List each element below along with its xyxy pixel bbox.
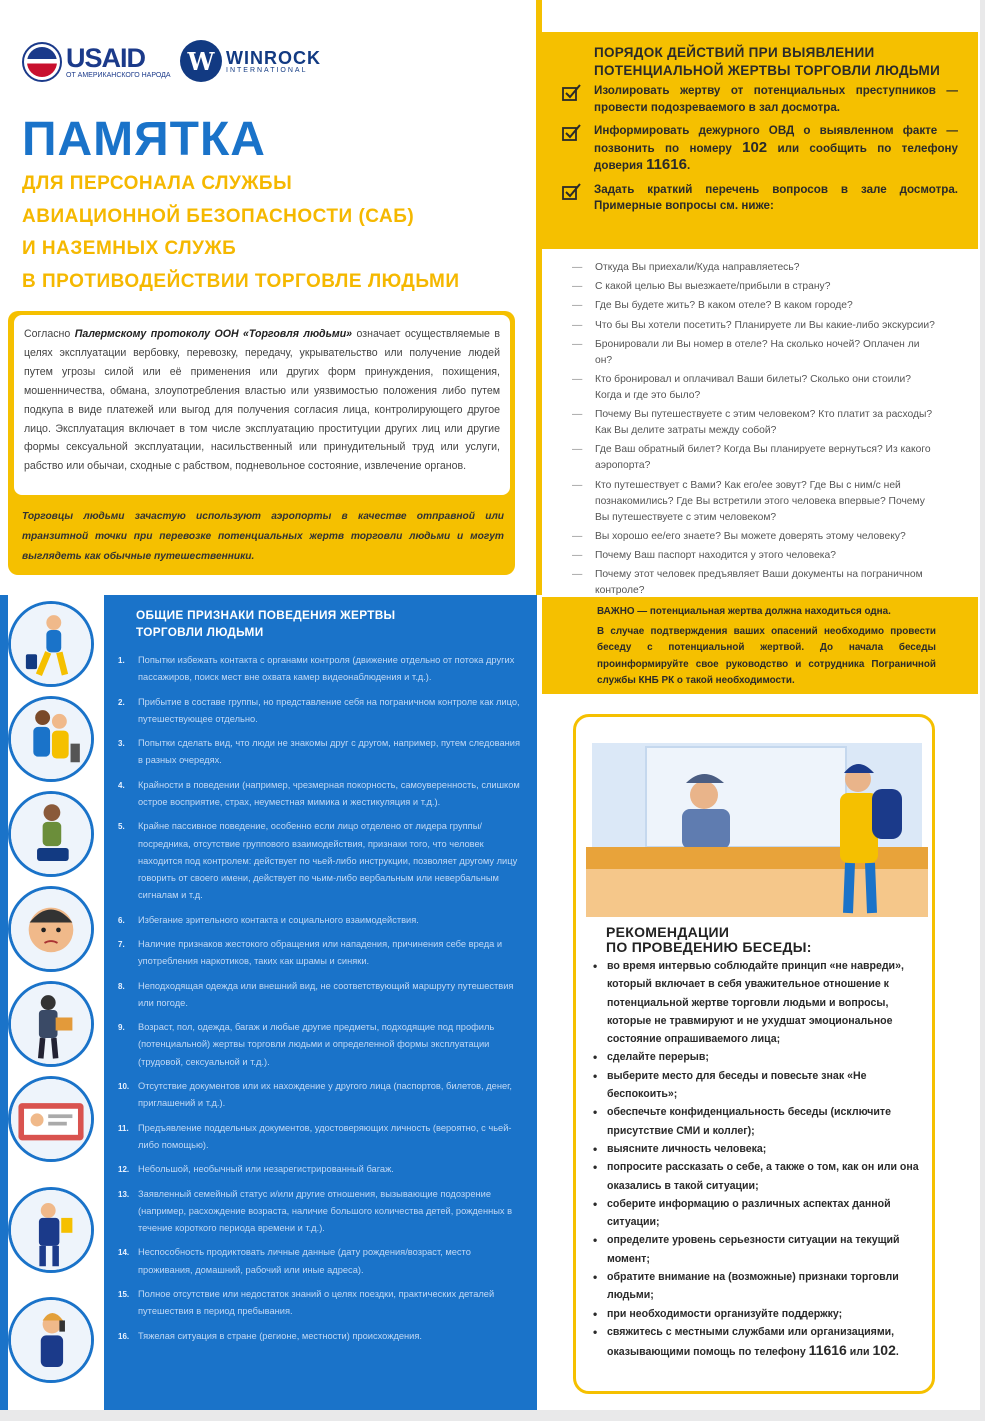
- sign-number: 1.: [118, 656, 125, 665]
- sign-number: 8.: [118, 981, 125, 991]
- usaid-seal-icon: [22, 42, 62, 82]
- sign-number: 3.: [118, 739, 125, 749]
- step-text: или сообщить по телефону доверия: [594, 141, 958, 172]
- sign-text: Полное отсутствие или недостаток знаний о целях поездки, практических деталей путешествия в период пребывания.: [138, 1288, 495, 1317]
- sign-text: Неспособность продиктовать личные данные (дату рождения/возраст, место проживания, домашний, рабочий или иные адреса).: [138, 1247, 471, 1275]
- subtitle-line: В ПРОТИВОДЕЙСТВИИ ТОРГОВЛЕ ЛЮДЬМИ: [22, 270, 460, 292]
- procedure-step: [594, 182, 958, 215]
- recommendations-title-line: ПО ПРОВЕДЕНИЮ БЕСЕДЫ:: [606, 939, 812, 955]
- question-item: — Почему Ваш паспорт находится у этого человека?: [572, 548, 938, 564]
- definition-prefix: Согласно: [24, 328, 75, 340]
- important-panel: [542, 597, 978, 694]
- procedure-title: ПОРЯДОК ДЕЙСТВИЙ ПРИ ВЫЯВЛЕНИИ ПОТЕНЦИАЛЬНОЙ ЖЕРТВЫ ТОРГОВЛИ ЛЮДЬМИ: [594, 45, 941, 78]
- worried-face-icon: [8, 886, 94, 972]
- sign-item: [118, 1120, 526, 1154]
- page-subtitle: [22, 168, 522, 298]
- recommendation-item: • обратите внимание на (возможные) признаки торговли людьми;: [593, 1268, 929, 1305]
- sign-number: 13.: [118, 1189, 130, 1199]
- recommendation-text: свяжитесь с местными службами или организациями, оказывающими помощь по телефону: [607, 1325, 895, 1359]
- sign-number: 7.: [118, 939, 125, 949]
- important-text: В случае подтверждения ваших опасений необходимо провести беседу с потенциальной жертвой. До начала беседы проинформируйте свое руководство и сотрудника Пограничной службы КНБ РК о такой необходимости.: [597, 625, 936, 686]
- checkbox-check-icon: [562, 183, 582, 201]
- question-item: — С какой целью Вы выезжаете/прибыли в страну?: [572, 279, 938, 295]
- question-item: — Где Ваш обратный билет? Когда Вы планируете вернуться? Из какого аэропорта?: [572, 442, 938, 474]
- recommendation-item: • соберите информацию о различных аспектах данной ситуации;: [593, 1195, 929, 1232]
- recommendation-text: или: [846, 1346, 873, 1359]
- page-title: ПАМЯТКА: [22, 113, 266, 166]
- recommendations-title: [606, 925, 812, 955]
- winrock-wordmark: WINROCK: [226, 47, 321, 68]
- sign-number: 6.: [118, 915, 125, 925]
- sign-item: [118, 818, 526, 904]
- signs-title-line: ОБЩИЕ ПРИЗНАКИ ПОВЕДЕНИЯ ЖЕРТВЫ: [136, 608, 396, 622]
- recommendations-title-line: РЕКОМЕНДАЦИИ: [606, 924, 730, 940]
- sign-item: [118, 1286, 526, 1320]
- sign-text: Крайне пассивное поведение, особенно если лицо отделено от лидера группы/посредника, отсутствие группового взаимодействия, признаки того, что человек находится под контролем: действует по чьей-либо инструкции, позволяет другому лицу говорить от своего имени, действует по чьим-либо вербальным или невербальным сигналам и т.д.: [138, 821, 518, 901]
- sign-number: 15.: [118, 1289, 130, 1299]
- sign-text: Небольшой, необычный или незарегистрированный багаж.: [138, 1164, 394, 1175]
- sign-item: [118, 1328, 526, 1345]
- officer-with-passport-icon: [8, 1187, 94, 1273]
- question-item: — Почему этот человек предъявляет Ваши документы на пограничном контроле?: [572, 567, 938, 599]
- usaid-logo: [22, 42, 171, 82]
- sign-text: Заявленный семейный статус и/или другие отношения, вызывающие подозрение (например, расхождение возраста, наличие большого количества детей, рожденных в течение короткого периода времени и т.д.).: [138, 1188, 513, 1233]
- blue-strip: [0, 595, 8, 1410]
- sign-number: 4.: [118, 780, 125, 790]
- seated-man-icon: [8, 791, 94, 877]
- usaid-wordmark: USAID: [66, 43, 146, 73]
- sign-number: 10.: [118, 1081, 130, 1091]
- sign-number: 2.: [118, 697, 125, 707]
- sign-item: [118, 777, 526, 811]
- sign-item: [118, 912, 526, 929]
- sign-number: 5.: [118, 822, 125, 832]
- passport-document-icon: [8, 1076, 94, 1162]
- sign-text: Избегание зрительного контакта и социального взаимодействия.: [138, 914, 419, 925]
- subtitle-line: И НАЗЕМНЫХ СЛУЖБ: [22, 238, 237, 259]
- sign-number: 16.: [118, 1331, 130, 1341]
- important-line: ВАЖНО — потенциальная жертва должна находиться одна.: [597, 606, 891, 617]
- recommendation-item: • во время интервью соблюдайте принцип «не навреди», который включает в себя уважительное отношение к потенциальной жертве торговли людьми и вопросы, которые не травмируют и не ухудшат эмоциональное состояние опрашиваемого лица;: [593, 957, 929, 1048]
- question-item: — Где Вы будете жить? В каком отеле? В каком городе?: [572, 298, 938, 314]
- winrock-mark-icon: W: [180, 40, 222, 82]
- step-text: Задать краткий перечень вопросов в зале досмотра. Примерные вопросы см. ниже:: [594, 182, 958, 212]
- recommendation-item: • выясните личность человека;: [593, 1140, 929, 1158]
- sign-item: [118, 1186, 526, 1238]
- step-text: Изолировать жертву от потенциальных преступников — провести подозреваемого в зал досмотра.: [594, 84, 958, 114]
- winrock-logo: [180, 40, 321, 82]
- sign-text: Наличие признаков жестокого обращения или нападения, причинения себе вреда и употребления наркотиков, таких как шрамы и синяки.: [138, 938, 503, 967]
- sign-text: Попытки избежать контакта с органами контроля (движение отдельно от потока других пассажиров, поиск мест вне охвата камер видеонаблюдения и т.д.).: [138, 655, 515, 683]
- woman-on-phone-icon: [8, 1297, 94, 1383]
- sign-item: [118, 978, 526, 1012]
- step-text: .: [686, 159, 691, 172]
- couple-travelers-icon: [8, 696, 94, 782]
- phone-number: 11616: [808, 1342, 847, 1359]
- question-item: — Кто путешествует с Вами? Как его/ее зовут? Где Вы с ним/с ней познакомились? Где Вы встретили этого человека впервые? Почему Вы путешествуете с этим человеком?: [572, 478, 938, 526]
- phone-number: 102: [742, 138, 768, 156]
- recommendation-item: • при необходимости организуйте поддержку;: [593, 1305, 929, 1323]
- sign-text: Тяжелая ситуация в стране (регионе, местности) происхождения.: [138, 1330, 422, 1341]
- question-item: — Откуда Вы приехали/Куда направляетесь?: [572, 260, 938, 276]
- step-text: Информировать дежурного ОВД о выявленном факте — позвонить по номеру: [594, 124, 958, 155]
- recommendation-item: • попросите рассказать о себе, а также о том, как он или она оказались в такой ситуации;: [593, 1158, 929, 1195]
- recommendation-item: • определите уровень серьезности ситуации на текущий момент;: [593, 1231, 929, 1268]
- procedure-panel: [542, 32, 978, 249]
- sample-questions-list: [572, 260, 938, 602]
- question-item: — Почему Вы путешествуете с этим человеком? Кто платит за расходы? Как Вы делите затраты между собой?: [572, 407, 938, 439]
- sign-text: Попытки сделать вид, что люди не знакомы друг с другом, например, путем следования в разных очередях.: [138, 738, 520, 766]
- sign-number: 14.: [118, 1248, 130, 1258]
- phone-number: 11616: [646, 156, 687, 173]
- sign-item: [118, 652, 526, 686]
- man-with-box-icon: [8, 981, 94, 1067]
- question-item: — Кто бронировал и оплачивал Ваши билеты? Сколько они стоили? Когда и где это было?: [572, 372, 938, 404]
- recommendation-item: • выберите место для беседы и повесьте знак «Не беспокоить»;: [593, 1067, 929, 1104]
- subtitle-line: АВИАЦИОННОЙ БЕЗОПАСНОСТИ (САБ): [22, 205, 415, 227]
- sign-text: Отсутствие документов или их нахождение у другого лица (паспортов, билетов, денег, приглашений и т.д.).: [138, 1080, 512, 1109]
- sign-text: Крайности в поведении (например, чрезмерная покорность, самоуверенность, слишком острое восприятие, страх, неуместная мимика и жестикуляция и т.д.).: [138, 779, 520, 807]
- sign-number: 9.: [118, 1023, 125, 1033]
- signs-title-line: ТОРГОВЛИ ЛЮДЬМИ: [136, 625, 264, 639]
- recommendations-card: [573, 714, 935, 1394]
- recommendation-text: .: [895, 1346, 899, 1359]
- checkbox-check-icon: [562, 124, 582, 142]
- traveler-with-suitcase-icon: [8, 601, 94, 687]
- recommendations-list: [593, 957, 929, 1362]
- signs-title: [136, 607, 395, 641]
- sign-item: [118, 1019, 526, 1071]
- signs-list: [118, 652, 526, 1352]
- sign-text: Неподходящая одежда или внешний вид, не соответствующий маршруту путешествия или погоде.: [138, 980, 514, 1008]
- procedure-step: [594, 83, 958, 116]
- sign-item: [118, 1161, 526, 1178]
- sign-text: Возраст, пол, одежда, багаж и любые другие предметы, подходящие под профиль (потенциальной) жертвы торговли людьми и определенной формы эксплуатации (трудовой, сексуальной и т.д.).: [138, 1022, 495, 1067]
- sign-item: [118, 735, 526, 769]
- definition-text: [12, 313, 512, 497]
- winrock-subtitle: INTERNATIONAL: [226, 66, 308, 74]
- procedure-step: [594, 123, 958, 175]
- recommendation-item: • сделайте перерыв;: [593, 1048, 929, 1066]
- sign-text: Предъявление поддельных документов, удостоверяющих личность (вероятно, с чьей-либо помощью).: [138, 1122, 512, 1150]
- sign-item: [118, 1078, 526, 1112]
- sign-item: [118, 936, 526, 970]
- sign-item: [118, 694, 526, 728]
- sign-item: [118, 1244, 526, 1278]
- sign-text: Прибытие в составе группы, но представление себя на пограничном контроле как лицо, путешествующее отдельно.: [138, 696, 520, 724]
- sign-number: 11.: [118, 1123, 129, 1133]
- sign-number: 12.: [118, 1165, 130, 1175]
- question-item: — Бронировали ли Вы номер в отеле? На сколько ночей? Оплачен ли он?: [572, 337, 938, 369]
- usaid-subtitle: ОТ АМЕРИКАНСКОГО НАРОДА: [66, 72, 171, 79]
- question-item: — Что бы Вы хотели посетить? Планируете ли Вы какие-либо экскурсии?: [572, 318, 938, 334]
- recommendation-item: • обеспечьте конфиденциальность беседы (исключите присутствие СМИ и коллег);: [593, 1103, 929, 1140]
- definition-body: означает осуществляемые в целях эксплуатации вербовку, перевозку, передачу, укрывательство или получение людей путем угрозы силой или её применения или других форм принуждения, похищения, мошенничества, обмана, злоупотребления властью или уязвимостью положения либо путем подкупа в виде платежей или выгод для получения согласия лица, контролирующего другое лицо. Эксплуатация включает в том числе эксплуатацию проституции других лиц или другие формы сексуальной эксплуатации, насильственный или принудительный труд или услуги, рабство или обычаи, сходные с рабством, подневольное состояние, извлечение органов.: [24, 328, 500, 473]
- definition-note: Торговцы людьми зачастую используют аэропорты в качестве отправной или транзитной точки при перевозке потенциальных жертв торговли людьми и могут выглядеть как обычные путешественники.: [22, 511, 504, 562]
- recommendation-item: [593, 1323, 929, 1362]
- protocol-name: Палермскому протоколу ООН «Торговля людьми»: [74, 328, 353, 340]
- question-item: — Вы хорошо ее/его знаете? Вы можете доверять этому человеку?: [572, 529, 938, 545]
- subtitle-line: ДЛЯ ПЕРСОНАЛА СЛУЖБЫ: [22, 173, 293, 194]
- checkbox-check-icon: [562, 84, 582, 102]
- border-control-illustration: [586, 727, 928, 917]
- phone-number: 102: [872, 1342, 896, 1359]
